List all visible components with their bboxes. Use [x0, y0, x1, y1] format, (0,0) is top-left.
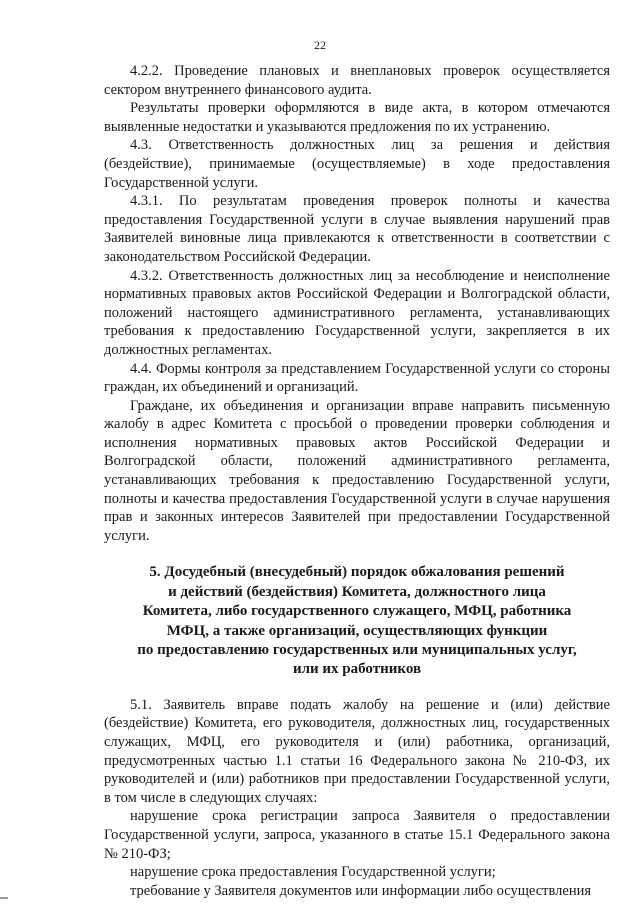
section-5-heading-line: МФЦ, а также организаций, осуществляющих функции: [166, 622, 548, 639]
paragraph-document-requirement: требование у Заявителя документов или информации либо осуществления: [130, 882, 592, 899]
paragraph-deadline-violation: нарушение срока предоставления Государственной услуги;: [130, 864, 496, 881]
document-body: [104, 62, 610, 900]
paragraph-5-1: 5.1. Заявитель вправе подать жалобу на решение и (или) действие (бездействие) Комитета, его руководителя, должностных лиц, государственных служащих, МФЦ, его руководителя и (или) работника, организаций, предусмотренных частью 1.1 статьи 16 Федерального закона № 210-ФЗ, их руководителей и (или) работников при предоставлении Государственной услуги, в том числе в следующих случаях:: [104, 696, 610, 806]
section-5-heading-line: и действий (бездействия) Комитета, должностного лица: [168, 583, 546, 600]
section-5-heading-line: по предоставлению государственных или муниципальных услуг,: [137, 642, 577, 659]
section-5-heading-line: Комитета, либо государственного служащего, МФЦ, работника: [142, 603, 572, 620]
paragraph-4-3-1: 4.3.1. По результатам проведения проверок полноты и качества предоставления Государственной услуги в случае выявления нарушений прав Заявителей виновные лица привлекаются к ответственности в соответствии с законодательством Российской Федерации.: [104, 193, 610, 265]
paragraph-4-2-2: 4.2.2. Проведение плановых и внеплановых проверок осуществляется сектором внутреннего финансового аудита.: [104, 63, 610, 98]
section-5-heading-line: 5. Досудебный (внесудебный) порядок обжалования решений: [149, 564, 565, 581]
paragraph-citizens-complaint: Граждане, их объединения и организации вправе направить письменную жалобу в адрес Комитета с просьбой о проведении проверки соблюдения и исполнения нормативных правовых актов Российской Федерации и Волгоградской области, положений административного регламента, устанавливающих требования к предоставлению Государственной услуги, полноты и качества предоставления Государственной услуги в случае нарушения прав и законных интересов Заявителей при предоставлении Государственной услуги.: [104, 397, 610, 544]
paragraph-4-3: 4.3. Ответственность должностных лиц за решения и действия (бездействие), принимаемые (осуществляемые) в ходе предоставления Государственной услуги.: [104, 137, 610, 191]
page-number: 22: [314, 38, 326, 52]
paragraph-4-4: 4.4. Формы контроля за представлением Государственной услуги со стороны граждан, их объединений и организаций.: [104, 360, 610, 396]
paragraph-registration-violation: нарушение срока регистрации запроса Заявителя о предоставлении Государственной услуги, запроса, указанного в статье 15.1 Федерального закона № 210-ФЗ;: [104, 808, 610, 862]
section-5-heading: [104, 563, 610, 679]
paragraph-audit-results: Результаты проверки оформляются в виде акта, в котором отмечаются выявленные недостатки и указываются предложения по их устранению.: [104, 100, 610, 135]
paragraph-4-3-2: 4.3.2. Ответственность должностных лиц за несоблюдение и неисполнение нормативных правовых актов Российской Федерации и Волгоградской области, положений настоящего административного регламента, устанавливающих требования к предоставлению Государственной услуги, закрепляется в их должностных регламентах.: [104, 267, 610, 358]
scan-artifact-mark: [0, 897, 8, 899]
section-5-heading-line: или их работников: [292, 661, 422, 678]
